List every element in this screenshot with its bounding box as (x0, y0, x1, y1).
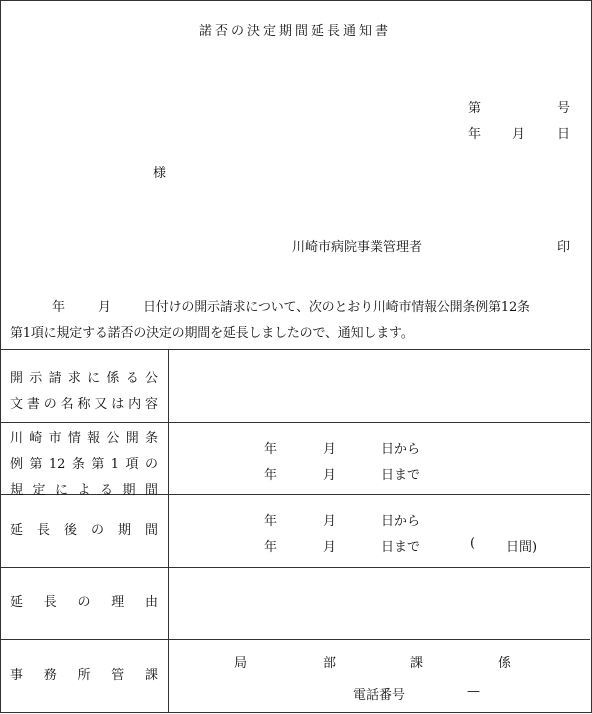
row2-label-line2: 例第12条第1項の (10, 457, 158, 472)
row5-label: 事務所管課 (10, 668, 158, 683)
row5-phone-dash: — (467, 684, 480, 699)
row-divider-1 (0, 422, 590, 423)
row3-to-day: 日まで (381, 540, 421, 555)
date-month: 月 (512, 127, 526, 142)
body-year: 年 (52, 300, 66, 315)
row4-label: 延長の理由 (10, 595, 158, 610)
row2-label (10, 426, 158, 504)
document-title: 諾否の決定期間延長通知書 (198, 24, 391, 39)
row2-from-month: 月 (323, 442, 337, 457)
seal-mark: 印 (557, 240, 571, 255)
date-year: 年 (468, 127, 482, 142)
row3-from-day: 日から (381, 514, 421, 529)
date-day: 日 (557, 127, 571, 142)
row5-department: 部 (323, 656, 337, 671)
row2-to-month: 月 (323, 468, 337, 483)
row1-label (10, 366, 158, 418)
body-line1: 日付けの開示請求について、次のとおり川崎市情報公開条例第12条 (143, 300, 530, 315)
row1-label-line1: 開示請求に係る公 (10, 371, 158, 386)
body-line2: 第1項に規定する諾否の決定の期間を延長しましたので、通知します。 (10, 326, 414, 341)
row3-to-year: 年 (264, 540, 278, 555)
row3-from-year: 年 (264, 514, 278, 529)
row2-to-day: 日まで (381, 468, 421, 483)
row2-from-day: 日から (381, 442, 421, 457)
row2-label-line1: 川崎市情報公開条 (10, 431, 158, 446)
addressee-suffix: 様 (153, 166, 167, 181)
row2-label-line3: 規定による期間 (10, 483, 158, 498)
number-prefix: 第 (468, 101, 482, 116)
row-divider-4 (0, 639, 590, 640)
row5-bureau: 局 (234, 656, 248, 671)
row3-days-open: ( (470, 536, 476, 551)
row2-to-year: 年 (264, 468, 278, 483)
column-divider (168, 349, 169, 712)
row3-label: 延長後の期間 (10, 523, 158, 538)
issuer-name: 川崎市病院事業管理者 (292, 240, 423, 255)
row3-to-month: 月 (323, 540, 337, 555)
number-suffix: 号 (557, 101, 571, 116)
row3-days-close: 日間) (506, 540, 538, 555)
row3-from-month: 月 (323, 514, 337, 529)
row-divider-3 (0, 567, 590, 568)
table-top-border (0, 349, 590, 350)
body-month: 月 (98, 300, 112, 315)
row2-from-year: 年 (264, 442, 278, 457)
row5-section: 課 (410, 656, 424, 671)
row5-phone-label: 電話番号 (353, 688, 406, 703)
row5-unit: 係 (498, 656, 512, 671)
row1-label-line2: 文書の名称又は内容 (10, 397, 158, 412)
